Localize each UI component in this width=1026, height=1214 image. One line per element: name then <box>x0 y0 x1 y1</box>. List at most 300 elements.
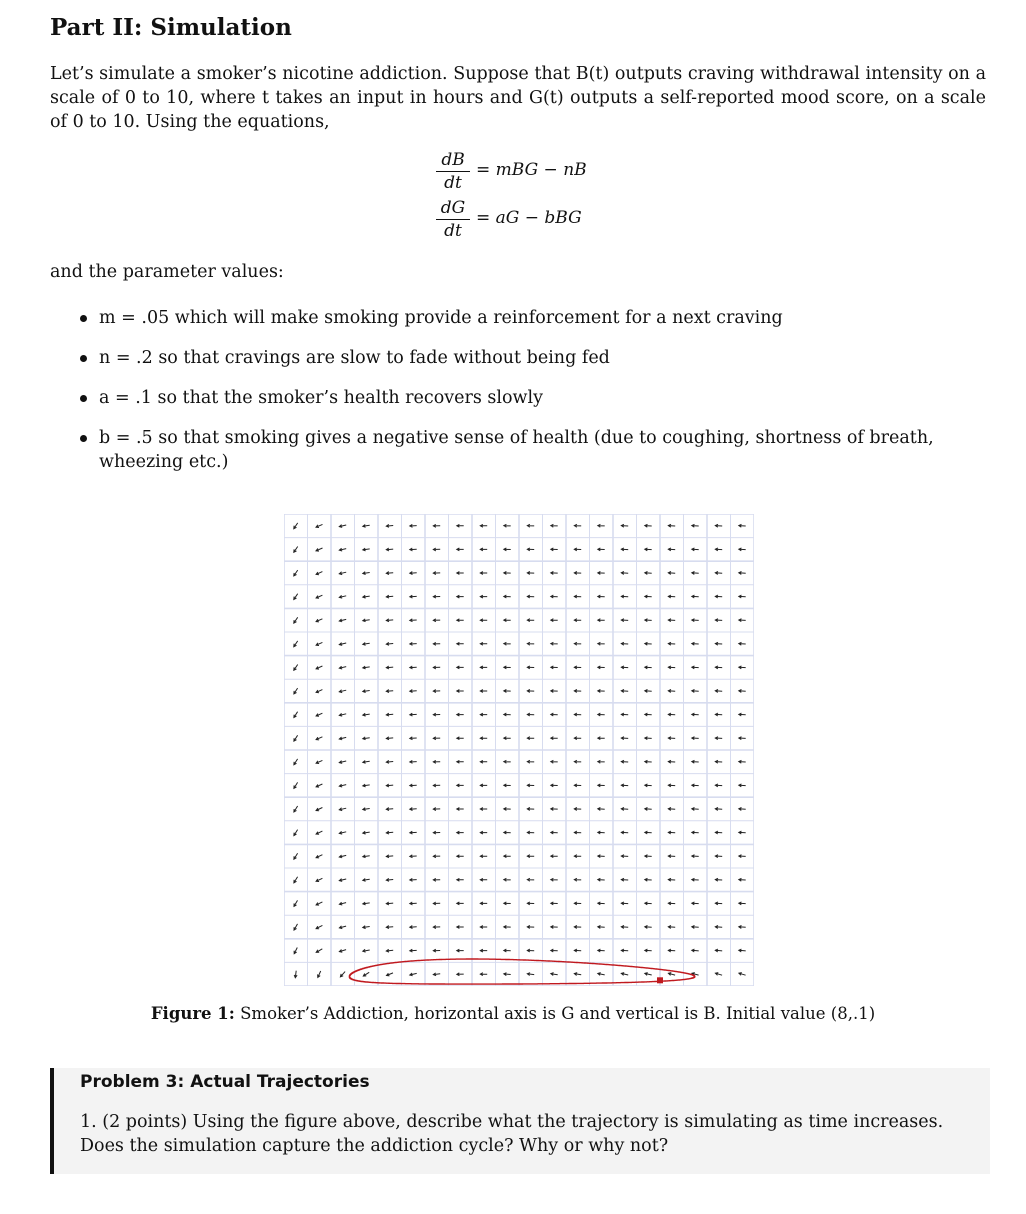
vector-field-arrow <box>294 523 298 529</box>
vector-field-arrow <box>739 713 746 716</box>
vector-field-arrow <box>363 831 370 834</box>
fraction-dg-dt <box>436 198 470 241</box>
vector-field-arrow <box>410 619 417 622</box>
vector-field-arrow <box>339 595 346 598</box>
vector-field-arrow <box>410 595 417 598</box>
vector-field-arrow <box>598 760 605 763</box>
initial-value-marker <box>657 977 663 983</box>
vector-field-arrow <box>363 690 370 693</box>
vector-field-arrow <box>339 619 346 622</box>
vector-field-arrow <box>410 572 417 575</box>
vector-field-arrow <box>692 666 699 669</box>
vector-field-arrow <box>410 737 417 740</box>
vector-field-arrow <box>316 642 322 645</box>
vector-field-arrow <box>598 949 605 952</box>
vector-field-arrow <box>527 713 534 716</box>
vector-field-arrow <box>668 973 675 976</box>
vector-field-arrow <box>316 855 322 858</box>
parameter-n: n = .2 so that cravings are slow to fade without being fed <box>80 346 986 370</box>
vector-field-arrow <box>410 690 417 693</box>
vector-field-arrow <box>316 619 322 622</box>
vector-field-arrow <box>527 855 534 858</box>
vector-field-arrow <box>527 572 534 575</box>
vector-field-arrow <box>621 855 628 858</box>
vector-field-arrow <box>363 619 370 622</box>
vector-field-arrow <box>294 759 298 765</box>
vector-field-arrow <box>363 548 370 551</box>
vector-field-arrow <box>480 784 487 787</box>
vector-field-arrow <box>504 690 511 693</box>
vector-field-arrow <box>598 524 605 527</box>
vector-field-arrow <box>715 808 722 811</box>
vector-field-arrow <box>621 524 628 527</box>
vector-field-arrow <box>410 713 417 716</box>
vector-field-arrow <box>715 524 722 527</box>
vector-field-arrow <box>457 595 464 598</box>
vector-field-arrow <box>574 548 581 551</box>
vector-field-arrow <box>692 784 699 787</box>
vector-field-arrow <box>551 878 558 881</box>
vector-field-arrow <box>339 902 346 905</box>
vector-field-arrow <box>668 666 675 669</box>
vector-field-arrow <box>645 973 652 976</box>
parameter-a: a = .1 so that the smoker’s health recovers slowly <box>80 386 986 410</box>
vector-field-arrow <box>739 973 746 976</box>
vector-field-arrow <box>386 619 393 622</box>
vector-field-arrow <box>457 855 464 858</box>
vector-field-arrow <box>621 784 628 787</box>
vector-field-arrow <box>480 619 487 622</box>
vector-field-arrow <box>480 878 487 881</box>
vector-field-arrow <box>668 831 675 834</box>
vector-field-arrow <box>504 713 511 716</box>
vector-field-arrow <box>645 855 652 858</box>
vector-field-arrow <box>433 572 440 575</box>
vector-field-arrow <box>692 713 699 716</box>
vector-field-arrow <box>739 595 746 598</box>
vector-field-arrow <box>715 572 722 575</box>
numerator-dg: dG <box>440 198 466 218</box>
vector-field-arrow <box>294 853 298 859</box>
vector-field-arrow <box>668 572 675 575</box>
vector-field-arrow <box>739 619 746 622</box>
vector-field-arrow <box>621 642 628 645</box>
vector-field-arrow <box>294 806 298 812</box>
vector-field-arrow <box>386 808 393 811</box>
vector-field-arrow <box>715 548 722 551</box>
vector-field-arrow <box>433 713 440 716</box>
vector-field-arrow <box>294 594 298 600</box>
vector-field-arrow <box>480 808 487 811</box>
vector-field-arrow <box>363 972 369 976</box>
vector-field-arrow <box>574 855 581 858</box>
vector-field-arrow <box>316 690 322 693</box>
vector-field-arrow <box>598 548 605 551</box>
vector-field-arrow <box>339 855 346 858</box>
vector-field-arrow <box>692 808 699 811</box>
vector-field-arrow <box>363 525 370 528</box>
vector-field-arrow <box>551 831 558 834</box>
figure-caption-label: Figure 1: <box>150 1004 235 1023</box>
vector-field-arrow <box>504 831 511 834</box>
vector-field-arrow <box>668 619 675 622</box>
vector-field-arrow <box>551 572 558 575</box>
vector-field-arrow <box>574 949 581 952</box>
vector-field-arrow <box>457 524 464 527</box>
vector-field-arrow <box>692 855 699 858</box>
vector-field-arrow <box>340 972 345 977</box>
vector-field-arrow <box>363 713 370 716</box>
vector-field-arrow <box>598 572 605 575</box>
vector-field-arrow <box>692 949 699 952</box>
figure-caption-text: Smoker’s Addiction, horizontal axis is G and vertical is B. Initial value (8,.1) <box>240 1004 876 1023</box>
vector-field-arrow <box>574 808 581 811</box>
vector-field-arrow <box>645 619 652 622</box>
vector-field-arrow <box>504 737 511 740</box>
vector-field-arrow <box>316 595 322 598</box>
vector-field-arrow <box>386 949 393 952</box>
vector-field-arrow <box>457 642 464 645</box>
vector-field-arrow <box>551 784 558 787</box>
vector-field-arrow <box>645 666 652 669</box>
vector-field-arrow <box>480 666 487 669</box>
vector-field-arrow <box>692 572 699 575</box>
vector-field-arrow <box>739 760 746 763</box>
vector-field-arrow <box>433 784 440 787</box>
vector-field-arrow <box>480 831 487 834</box>
vector-field-arrow <box>668 784 675 787</box>
vector-field-arrow <box>480 713 487 716</box>
vector-field-arrow <box>294 617 298 623</box>
vector-field-arrow <box>621 949 628 952</box>
vector-field-arrow <box>386 784 393 787</box>
vector-field-arrow <box>621 926 628 929</box>
vector-field-arrow <box>551 524 558 527</box>
vector-field-arrow <box>621 548 628 551</box>
vector-field-arrow <box>551 926 558 929</box>
vector-field-arrow <box>621 831 628 834</box>
vector-field-arrow <box>598 831 605 834</box>
vector-field-arrow <box>386 760 393 763</box>
vector-field-arrow <box>574 760 581 763</box>
vector-field-arrow <box>504 642 511 645</box>
vector-field-arrow <box>457 713 464 716</box>
vector-field-arrow <box>668 949 675 952</box>
vector-field-arrow <box>621 878 628 881</box>
vector-field-arrow <box>339 643 346 646</box>
vector-field-arrow <box>527 878 534 881</box>
vector-field-arrow <box>339 572 346 575</box>
vector-field-arrow <box>386 831 393 834</box>
vector-field-arrow <box>363 926 370 929</box>
vector-field-arrow <box>668 524 675 527</box>
vector-field-arrow <box>574 619 581 622</box>
vector-field-arrow <box>645 690 652 693</box>
vector-field-arrow <box>715 949 722 952</box>
vector-field-arrow <box>739 666 746 669</box>
vector-field-arrow <box>386 548 393 551</box>
vector-field-arrow <box>715 973 722 976</box>
vector-field-arrow <box>410 808 417 811</box>
vector-field-arrow <box>598 690 605 693</box>
vector-field-arrow <box>294 735 298 741</box>
vector-field-arrow <box>598 855 605 858</box>
vector-field-arrow <box>692 524 699 527</box>
vector-field-arrow <box>715 737 722 740</box>
vector-field-arrow <box>504 902 511 905</box>
vector-field-arrow <box>386 524 393 527</box>
vector-field-arrow <box>645 784 652 787</box>
vector-field-arrow <box>715 831 722 834</box>
vector-field-arrow <box>574 595 581 598</box>
vector-field-arrow <box>527 619 534 622</box>
vector-field-arrow <box>504 926 511 929</box>
vector-field-arrow <box>668 595 675 598</box>
vector-field-arrow <box>598 713 605 716</box>
vector-field-arrow <box>645 878 652 881</box>
denominator-dt: dt <box>444 221 462 241</box>
vector-field-arrow <box>294 712 298 718</box>
vector-field-arrow <box>527 902 534 905</box>
vector-field-arrow <box>504 784 511 787</box>
vector-field-arrow <box>433 831 440 834</box>
vector-field-arrow <box>739 808 746 811</box>
vector-field-arrow <box>504 595 511 598</box>
vector-field-arrow <box>504 973 511 976</box>
vector-field-arrow <box>457 973 464 976</box>
vector-field-arrow <box>551 949 558 952</box>
parameters-intro: and the parameter values: <box>50 262 284 282</box>
vector-field-arrow <box>621 619 628 622</box>
vector-field-arrow <box>433 949 440 952</box>
vector-field-arrow <box>645 737 652 740</box>
vector-field-arrow <box>527 595 534 598</box>
vector-field-arrow <box>527 690 534 693</box>
vector-field-arrow <box>527 642 534 645</box>
vector-field-arrow <box>433 926 440 929</box>
vector-field-arrow <box>363 666 370 669</box>
vector-field-arrow <box>457 878 464 881</box>
vector-field-arrow <box>363 902 370 905</box>
vector-field-arrow <box>294 877 298 883</box>
problem-title: Problem 3: Actual Trajectories <box>80 1072 370 1092</box>
vector-field-arrow <box>316 524 323 527</box>
vector-field-arrow <box>692 690 699 693</box>
vector-field-arrow <box>621 902 628 905</box>
vector-field-arrow <box>715 642 722 645</box>
figure-caption <box>0 1004 1026 1023</box>
intro-paragraph: Let’s simulate a smoker’s nicotine addiction. Suppose that B(t) outputs craving withdrawal intensity on a scale of 0 to 10, where t takes an input in hours and G(t) outputs a self-reported mood score, on a scale of 0 to 10. Using the equations, <box>50 64 986 132</box>
vector-field-arrow <box>739 831 746 834</box>
vector-field-arrow <box>457 619 464 622</box>
vector-field-arrow <box>621 737 628 740</box>
vector-field-arrow <box>715 760 722 763</box>
vector-field-arrow <box>480 642 487 645</box>
vector-field-arrow <box>386 926 393 929</box>
vector-field-arrow <box>410 855 417 858</box>
vector-field-arrow <box>692 642 699 645</box>
vector-field-arrow <box>339 926 346 929</box>
vector-field-arrow <box>574 713 581 716</box>
vector-field-arrow <box>668 926 675 929</box>
vector-field-arrow <box>480 548 487 551</box>
vector-field-arrow <box>527 808 534 811</box>
vector-field-arrow <box>551 902 558 905</box>
vector-field-arrow <box>433 737 440 740</box>
vector-field-arrow <box>433 855 440 858</box>
vector-field-arrow <box>668 690 675 693</box>
vector-field-arrow <box>504 572 511 575</box>
vector-field-arrow <box>715 595 722 598</box>
vector-field-arrow <box>504 619 511 622</box>
vector-field-arrow <box>504 548 511 551</box>
vector-field-arrow <box>339 761 346 764</box>
vector-field-arrow <box>316 808 322 811</box>
vector-field-arrow <box>433 902 440 905</box>
vector-field-arrow <box>645 595 652 598</box>
vector-field-arrow <box>457 737 464 740</box>
vector-field-arrow <box>692 902 699 905</box>
vector-field-arrow <box>715 878 722 881</box>
vector-field-arrow <box>551 760 558 763</box>
vector-field-arrow <box>692 760 699 763</box>
vector-field-arrow <box>339 808 346 811</box>
vector-field-arrow <box>551 619 558 622</box>
vector-field-arrow <box>739 855 746 858</box>
vector-field-arrow <box>715 926 722 929</box>
vector-field-arrow <box>621 713 628 716</box>
vector-field-arrow <box>527 973 534 976</box>
vector-field-arrow <box>621 690 628 693</box>
vector-field-arrow <box>316 949 322 953</box>
vector-field-arrow <box>598 642 605 645</box>
vector-field-arrow <box>645 572 652 575</box>
vector-field-arrow <box>645 808 652 811</box>
vector-field-arrow <box>363 855 370 858</box>
vector-field-arrow <box>363 572 370 575</box>
vector-field-arrow <box>457 808 464 811</box>
vector-field-arrow <box>386 878 393 881</box>
vector-field-arrow <box>551 595 558 598</box>
vector-field-arrow <box>316 666 322 669</box>
vector-field-arrow <box>386 690 393 693</box>
vector-field-arrow <box>410 760 417 763</box>
vector-field-arrow <box>527 831 534 834</box>
vector-field-arrow <box>598 737 605 740</box>
vector-field-arrow <box>645 831 652 834</box>
vector-field-arrow <box>410 548 417 551</box>
vector-field-arrow <box>410 642 417 645</box>
vector-field-arrow <box>316 902 322 905</box>
vector-field-arrow <box>527 926 534 929</box>
parameter-list <box>80 306 986 490</box>
vector-field-arrow <box>739 642 746 645</box>
vector-field-arrow <box>410 666 417 669</box>
vector-field-arrow <box>457 572 464 575</box>
vector-field-arrow <box>316 548 323 551</box>
equation-rhs-db: = mBG − nB <box>476 160 587 180</box>
vector-field-arrow <box>739 572 746 575</box>
vector-field-arrow <box>645 524 652 527</box>
vector-field-arrow <box>318 971 321 977</box>
vector-field-arrow <box>668 855 675 858</box>
vector-field-arrow <box>574 642 581 645</box>
vector-field-arrow <box>668 808 675 811</box>
vector-field-arrow <box>386 595 393 598</box>
vector-field-arrow <box>294 547 298 553</box>
vector-field-arrow <box>574 572 581 575</box>
vector-field-arrow <box>410 524 417 527</box>
vector-field-arrow <box>339 548 346 551</box>
vector-field-arrow <box>339 525 346 528</box>
vector-field-arrow <box>480 902 487 905</box>
vector-field-arrow <box>433 642 440 645</box>
vector-field-arrow <box>739 524 746 527</box>
vector-field-arrow <box>433 973 440 976</box>
vector-field-arrow <box>621 808 628 811</box>
vector-field-arrow <box>316 925 322 928</box>
vector-field-arrow <box>316 572 322 575</box>
vector-field-arrow <box>574 973 581 976</box>
vector-field-arrow <box>457 784 464 787</box>
vector-field-arrow <box>527 949 534 952</box>
vector-field-arrow <box>715 855 722 858</box>
vector-field-arrow <box>621 595 628 598</box>
vector-field-arrow <box>739 878 746 881</box>
vector-field-arrow <box>527 737 534 740</box>
vector-field-arrow <box>715 902 722 905</box>
vector-field-arrow <box>294 924 298 930</box>
vector-field-arrow <box>480 595 487 598</box>
problem-box <box>50 1068 990 1174</box>
vector-field-arrow <box>574 926 581 929</box>
vector-field-arrow <box>316 831 322 834</box>
vector-field-arrow <box>645 926 652 929</box>
vector-field-arrow <box>504 808 511 811</box>
vector-field-arrow <box>410 878 417 881</box>
vector-field-arrow <box>739 926 746 929</box>
vector-field-arrow <box>692 619 699 622</box>
vector-field-arrow <box>457 902 464 905</box>
vector-field-arrow <box>457 690 464 693</box>
vector-field-arrow <box>316 760 322 763</box>
vector-field-arrow <box>739 690 746 693</box>
vector-field-arrow <box>316 737 322 740</box>
vector-field-arrow <box>316 878 322 881</box>
vector-field-arrow <box>504 760 511 763</box>
vector-field-arrow <box>598 595 605 598</box>
vector-field-arrow <box>410 902 417 905</box>
vector-field-arrow <box>294 665 298 671</box>
vector-field-arrow <box>598 926 605 929</box>
vector-field-arrow <box>715 690 722 693</box>
fraction-db-dt <box>436 150 470 193</box>
vector-field-arrow <box>339 784 346 787</box>
vector-field-arrow <box>715 713 722 716</box>
vector-field-arrow <box>363 808 370 811</box>
vector-field-arrow <box>739 902 746 905</box>
vector-field-arrow <box>433 595 440 598</box>
vector-field-arrow <box>386 713 393 716</box>
vector-field-arrow <box>527 760 534 763</box>
vector-field-arrow <box>410 926 417 929</box>
vector-field-arrow <box>433 760 440 763</box>
vector-field-arrow <box>645 760 652 763</box>
vector-field-arrow <box>433 619 440 622</box>
vector-field-arrow <box>692 737 699 740</box>
vector-field-arrow <box>457 548 464 551</box>
vector-field-arrow <box>480 926 487 929</box>
